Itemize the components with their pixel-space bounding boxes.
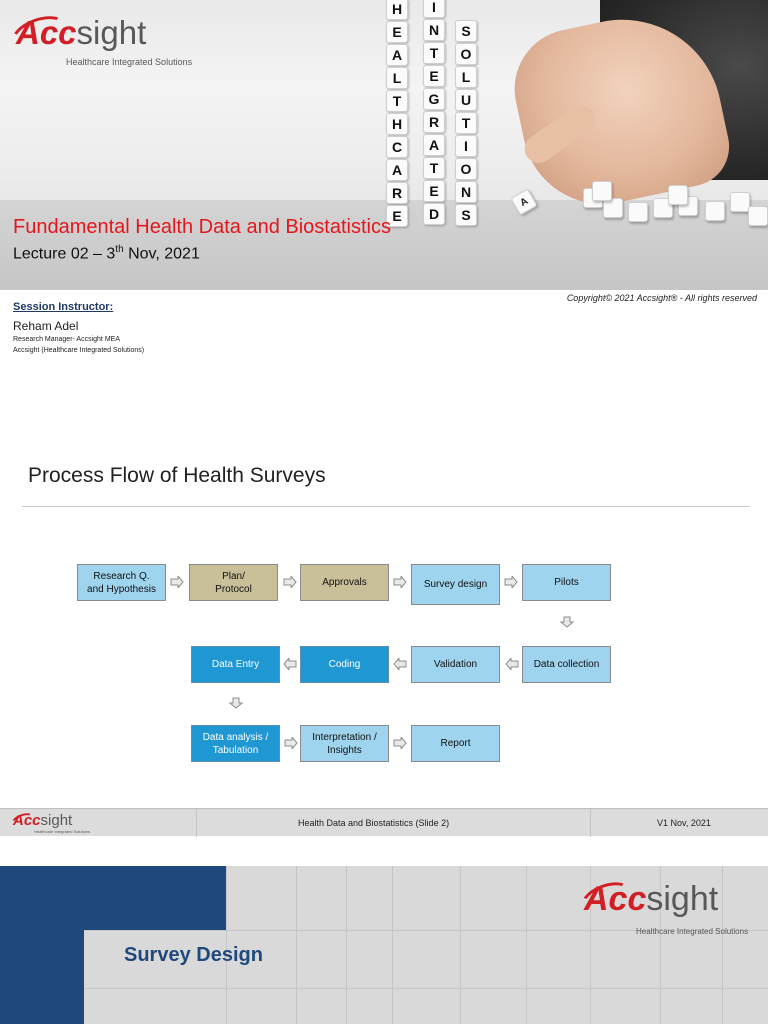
slide-footer	[0, 808, 768, 836]
letter-die: A	[510, 188, 537, 215]
letter-cube: S	[455, 20, 477, 42]
letter-die	[668, 185, 688, 205]
copyright-notice: Copyright© 2021 Accsight® - All rights reserved	[566, 293, 757, 303]
letter-cube: S	[455, 204, 477, 226]
process-flow-slide	[0, 384, 768, 836]
step-label: Data Entry	[211, 659, 260, 670]
flow-arrow-icon	[505, 658, 519, 670]
pilots-box	[522, 564, 611, 601]
letter-cube: A	[386, 44, 408, 66]
cube-column-solutions	[455, 20, 481, 227]
step-label: Data collection	[533, 659, 600, 670]
lecture-prefix: Lecture 02 – 3	[13, 245, 116, 263]
logo-acc: Acc	[584, 880, 647, 918]
flow-arrow-icon	[283, 576, 297, 588]
letter-cube: T	[423, 157, 445, 179]
interpretation-box	[300, 725, 389, 762]
step-label: Plan/ Protocol	[215, 570, 252, 595]
step-label: Coding	[328, 659, 361, 670]
letter-cube: E	[386, 205, 408, 227]
lecture-suffix: Nov, 2021	[123, 245, 200, 263]
plan-protocol-box	[189, 564, 278, 601]
letter-cube: D	[423, 203, 445, 225]
data-entry-box	[191, 646, 280, 683]
section-title: Survey Design	[124, 944, 263, 966]
section-band	[0, 866, 226, 930]
logo-sight: sight	[76, 14, 147, 51]
letter-cube: H	[386, 113, 408, 135]
logo-tagline: Healthcare Integrated Solutions	[34, 829, 91, 834]
letter-cube: L	[455, 66, 477, 88]
step-label: Validation	[433, 659, 478, 670]
report-box	[411, 725, 500, 762]
letter-cube: H	[386, 0, 408, 20]
instructor-name: Reham Adel	[13, 319, 79, 333]
step-label: Survey design	[423, 579, 488, 590]
letter-cube: O	[455, 43, 477, 65]
letter-cube: A	[386, 159, 408, 181]
instructor-role: Research Manager- Accsight MEA	[13, 336, 120, 343]
brand-logo	[8, 10, 198, 70]
logo-tagline: Healthcare Integrated Solutions	[66, 57, 193, 67]
coding-box	[300, 646, 389, 683]
logo-sight: sight	[646, 880, 719, 918]
flow-arrow-icon	[393, 737, 407, 749]
step-label: Report	[440, 738, 471, 749]
section-slide	[0, 866, 768, 1024]
logo-acc: Acc	[13, 812, 41, 829]
footer-center-text: Health Data and Biostatistics (Slide 2)	[298, 818, 450, 828]
letter-cube: T	[386, 90, 408, 112]
logo-tagline: Healthcare Integrated Solutions	[636, 927, 749, 936]
section-logo	[578, 876, 758, 940]
research-question-box	[77, 564, 166, 601]
flow-arrow-icon	[393, 658, 407, 670]
step-label: Approvals	[322, 577, 367, 588]
letter-die	[705, 201, 725, 221]
instructor-heading: Session Instructor:	[13, 301, 114, 313]
flow-arrow-icon	[284, 737, 298, 749]
slide-title: Process Flow of Health Surveys	[28, 464, 326, 487]
data-analysis-box	[191, 725, 280, 762]
letter-cube: T	[423, 42, 445, 64]
letter-cube: T	[455, 112, 477, 134]
letter-cube: R	[386, 182, 408, 204]
approvals-box	[300, 564, 389, 601]
logo-sight: sight	[40, 812, 73, 829]
letter-die	[628, 202, 648, 222]
title-divider	[22, 506, 750, 507]
title-slide	[0, 0, 768, 376]
flow-arrow-icon	[560, 616, 574, 628]
validation-box	[411, 646, 500, 683]
footer-logo	[10, 811, 90, 835]
section-band-left	[0, 930, 84, 1024]
letter-cube: I	[423, 0, 445, 18]
footer-version: V1 Nov, 2021	[657, 818, 711, 828]
letter-cube: C	[386, 136, 408, 158]
letter-die	[748, 206, 768, 226]
letter-die	[603, 198, 623, 218]
letter-cube: G	[423, 88, 445, 110]
flow-arrow-icon	[393, 576, 407, 588]
letter-cube: E	[423, 65, 445, 87]
letter-die	[592, 181, 612, 201]
letter-die	[730, 192, 750, 212]
survey-design-box	[411, 564, 500, 605]
cube-column-healthcare	[386, 0, 412, 228]
step-label: Interpretation / Insights	[312, 731, 377, 756]
letter-cube: U	[455, 89, 477, 111]
letter-cube: R	[423, 111, 445, 133]
data-collection-box	[522, 646, 611, 683]
instructor-org: Accsight (Healthcare Integrated Solutions)	[13, 347, 145, 354]
step-label: Pilots	[554, 577, 579, 588]
letter-cube: E	[386, 21, 408, 43]
cube-column-integrated	[423, 0, 449, 226]
presentation-title: Fundamental Health Data and Biostatistics	[13, 216, 391, 238]
step-label: Research Q. and Hypothesis	[87, 570, 156, 595]
letter-cube: L	[386, 67, 408, 89]
lecture-line	[13, 244, 200, 263]
letter-cube: N	[423, 19, 445, 41]
flow-arrow-icon	[283, 658, 297, 670]
step-label: Data analysis / Tabulation	[202, 731, 269, 756]
letter-cube: O	[455, 158, 477, 180]
letter-cube: N	[455, 181, 477, 203]
logo-acc: Acc	[16, 14, 77, 51]
letter-cube: E	[423, 180, 445, 202]
letter-cube: A	[423, 134, 445, 156]
letter-cube: I	[455, 135, 477, 157]
flow-arrow-icon	[504, 576, 518, 588]
flow-arrow-icon	[229, 697, 243, 709]
flow-arrow-icon	[170, 576, 184, 588]
lecture-sup: th	[115, 244, 124, 255]
